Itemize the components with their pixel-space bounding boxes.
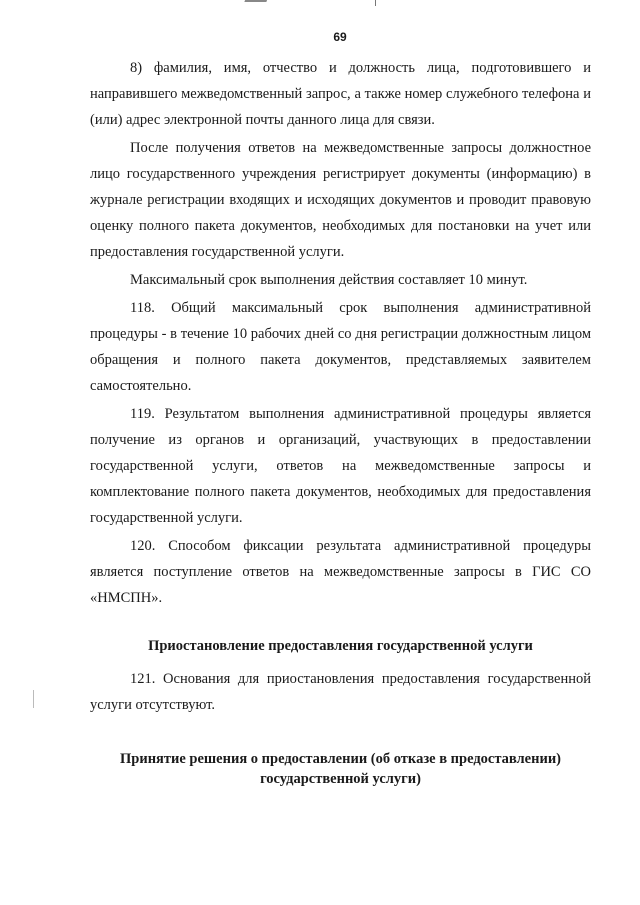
paragraph-registration: После получения ответов на межведомственные запросы должностное лицо государственного учреждения регистрирует документы (информацию) в журнале регистрации входящих и исходящих документов и проводит правовую оценку полного пакета документов, необходимых для постановки на учет или предоставления государственной услуги. bbox=[90, 140, 591, 260]
page-number: 69 bbox=[333, 30, 347, 44]
paragraph-121: 121. Основания для приостановления предоставления государственной услуги отсутствуют. bbox=[90, 671, 591, 713]
section-heading-decision-line1: Принятие решения о предоставлении (об отказе в предоставлении) bbox=[120, 751, 561, 767]
section-heading-suspension: Приостановление предоставления государственной услуги bbox=[148, 638, 533, 654]
scan-artifact bbox=[33, 690, 34, 708]
document-body bbox=[90, 55, 591, 789]
paragraph-120: 120. Способом фиксации результата административной процедуры является поступление ответов на межведомственные запросы в ГИС СО «НМСПН». bbox=[90, 538, 591, 606]
paragraph-118: 118. Общий максимальный срок выполнения административной процедуры - в течение 10 рабочих дней со дня регистрации должностным лицом обращения и полного пакета документов, представляемых заявителем самостоятельно. bbox=[90, 300, 591, 394]
paragraph-119: 119. Результатом выполнения административной процедуры является получение из органов и организаций, участвующих в предоставлении государственной услуги, ответов на межведомственные запросы и комплектование полного пакета документов, необходимых для предоставления государственной услуги. bbox=[90, 406, 591, 526]
paragraph-max-time: Максимальный срок выполнения действия составляет 10 минут. bbox=[130, 272, 528, 288]
paragraph-item-8: 8) фамилия, имя, отчество и должность лица, подготовившего и направившего межведомственный запрос, а также номер служебного телефона и (или) адрес электронной почты данного лица для связи. bbox=[90, 60, 591, 128]
section-heading-decision bbox=[90, 749, 591, 789]
section-heading-decision-line2: государственной услуги) bbox=[260, 771, 421, 787]
scan-artifact bbox=[243, 0, 267, 6]
scan-artifact bbox=[375, 0, 376, 6]
